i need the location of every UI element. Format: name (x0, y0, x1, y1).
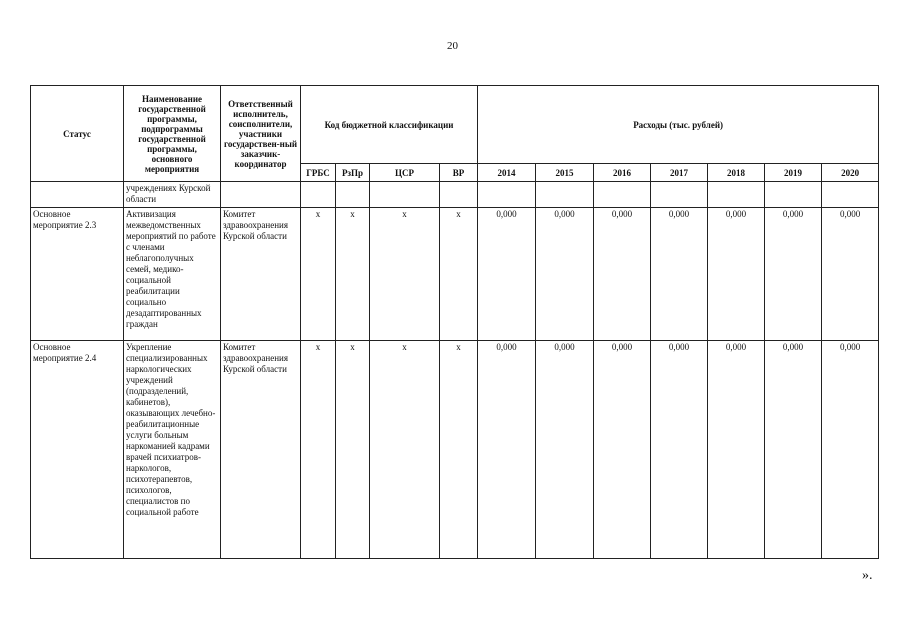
header-budget-code: Код бюджетной классификации (301, 86, 478, 164)
header-code-vr: ВР (440, 164, 478, 182)
header-expenses: Расходы (тыс. рублей) (478, 86, 879, 164)
cell-executor (221, 182, 301, 208)
cell-code-csr: х (370, 341, 440, 559)
cell-executor: Комитет здравоохранения Курской области (221, 208, 301, 341)
cell-code-vr: х (440, 208, 478, 341)
cell-value-2019: 0,000 (765, 208, 822, 341)
header-year-2014: 2014 (478, 164, 536, 182)
cell-value-2020: 0,000 (822, 208, 879, 341)
cell-status: Основное мероприятие 2.3 (31, 208, 124, 341)
header-code-csr: ЦСР (370, 164, 440, 182)
header-code-rzpr: РзПр (336, 164, 370, 182)
budget-table (30, 85, 879, 559)
cell-value-2020: 0,000 (822, 341, 879, 559)
cell-value-2019: 0,000 (765, 341, 822, 559)
header-row-top (31, 86, 879, 164)
cell-empty (370, 182, 440, 208)
table-row (31, 341, 879, 559)
cell-empty (708, 182, 765, 208)
closing-quote-mark: ». (862, 568, 873, 583)
header-status: Статус (31, 86, 124, 182)
cell-program-name: учреждениях Курской области (124, 182, 221, 208)
cell-program-name: Активизация межведомственных мероприятий по работе с членами неблагополучных семей, медико-социальной реабилитации социально дезадаптированных граждан (124, 208, 221, 341)
cell-code-vr: х (440, 341, 478, 559)
header-code-grbs: ГРБС (301, 164, 336, 182)
cell-value-2014: 0,000 (478, 341, 536, 559)
cell-status: Основное мероприятие 2.4 (31, 341, 124, 559)
header-year-2018: 2018 (708, 164, 765, 182)
cell-code-rzpr: х (336, 208, 370, 341)
cell-value-2014: 0,000 (478, 208, 536, 341)
cell-empty (594, 182, 651, 208)
cell-value-2016: 0,000 (594, 208, 651, 341)
header-year-2015: 2015 (536, 164, 594, 182)
header-year-2020: 2020 (822, 164, 879, 182)
cell-executor: Комитет здравоохранения Курской области (221, 341, 301, 559)
cell-empty (651, 182, 708, 208)
cell-empty (822, 182, 879, 208)
cell-code-grbs: х (301, 208, 336, 341)
cell-code-csr: х (370, 208, 440, 341)
cell-empty (478, 182, 536, 208)
cell-value-2017: 0,000 (651, 341, 708, 559)
cell-value-2015: 0,000 (536, 341, 594, 559)
cell-empty (536, 182, 594, 208)
header-executor: Ответственный исполнитель, соисполнители, участники государствен-ный заказчик-координатор (221, 86, 301, 182)
cell-status (31, 182, 124, 208)
header-program-name: Наименование государственной программы, подпрограммы государственной программы, основного мероприятия (124, 86, 221, 182)
cell-value-2017: 0,000 (651, 208, 708, 341)
page-number: 20 (447, 40, 458, 52)
header-year-2016: 2016 (594, 164, 651, 182)
cell-empty (765, 182, 822, 208)
cell-empty (336, 182, 370, 208)
header-year-2017: 2017 (651, 164, 708, 182)
cell-empty (301, 182, 336, 208)
cell-code-rzpr: х (336, 341, 370, 559)
cell-value-2018: 0,000 (708, 208, 765, 341)
cell-value-2018: 0,000 (708, 341, 765, 559)
cell-program-name: Укрепление специализированных наркологических учреждений (подразделений, кабинетов), оказывающих лечебно-реабилитационные услуги больным наркоманией кадрами врачей психиатров-наркологов, психотерапевтов, психологов, специалистов по социальной работе (124, 341, 221, 559)
table-row-continuation (31, 182, 879, 208)
cell-empty (440, 182, 478, 208)
cell-value-2016: 0,000 (594, 341, 651, 559)
cell-code-grbs: х (301, 341, 336, 559)
table-row (31, 208, 879, 341)
header-year-2019: 2019 (765, 164, 822, 182)
cell-value-2015: 0,000 (536, 208, 594, 341)
